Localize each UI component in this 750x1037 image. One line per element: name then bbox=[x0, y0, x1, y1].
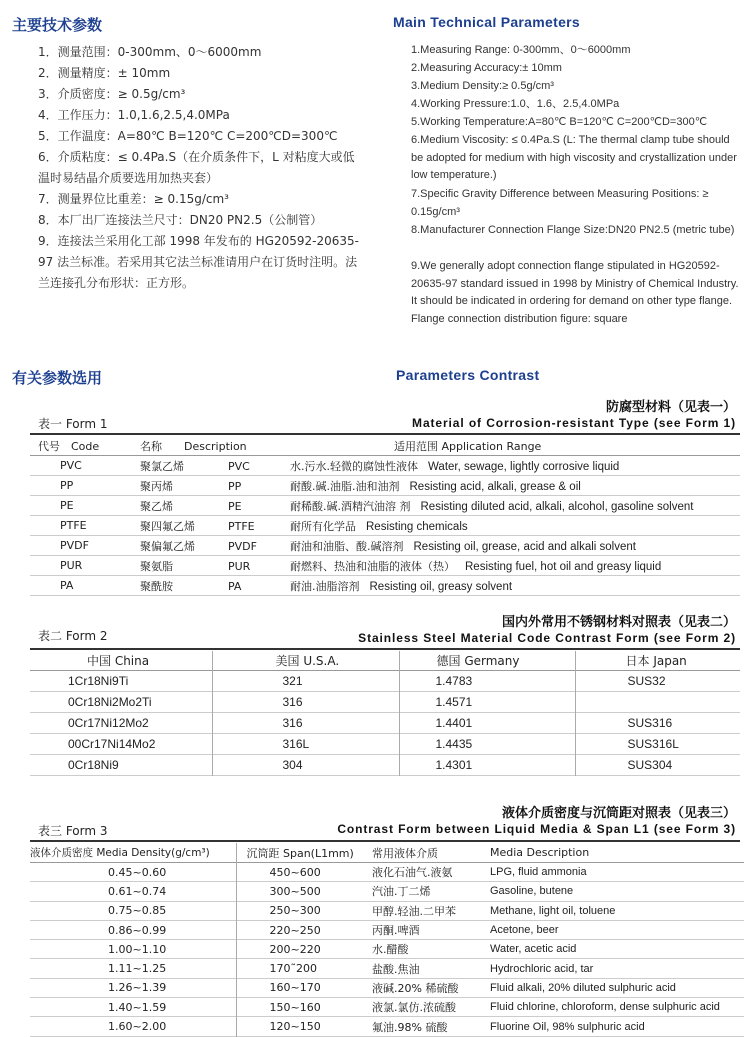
range-en: Resisting diluted acid, alkali, alcohol, gasoline solvent bbox=[420, 500, 694, 513]
cell-media-cn: 液化石油气.液氨 bbox=[372, 866, 453, 880]
range-en: Resisting acid, alkali, grease & oil bbox=[409, 480, 581, 493]
cell-density: 0.75~0.85 bbox=[108, 904, 167, 918]
range-en: Resisting chemicals bbox=[366, 520, 468, 533]
cell-media-cn: 丙酮.啤酒 bbox=[372, 924, 420, 938]
spec-en-item: 7.Specific Gravity Difference between Measuring Positions: ≥ 0.15g/cm³ bbox=[411, 188, 709, 218]
cell-span: 250~300 bbox=[236, 901, 366, 920]
cell-usa: 316 bbox=[212, 713, 399, 734]
header-span: 沉筒距 Span(L1mm) bbox=[236, 843, 366, 863]
desc-en: PUR bbox=[228, 559, 251, 573]
cell-germany: 1.4435 bbox=[399, 734, 575, 755]
cell-media-cn: 盐酸.焦油 bbox=[372, 962, 420, 976]
desc-en: PE bbox=[228, 499, 242, 513]
table-row bbox=[30, 959, 744, 978]
cell-span: 300~500 bbox=[236, 882, 366, 901]
form2-table bbox=[30, 651, 740, 776]
cell-media-en: Acetone, beer bbox=[490, 924, 559, 937]
desc-cn: 聚偏氟乙烯 bbox=[140, 539, 195, 553]
table-row bbox=[30, 476, 740, 496]
cell-application-range bbox=[286, 516, 740, 536]
cell-usa: 316 bbox=[212, 692, 399, 713]
table-row bbox=[30, 536, 740, 556]
cell-density: 0.61~0.74 bbox=[108, 884, 167, 898]
range-cn: 耐燃料、热油和油脂的液体（热） bbox=[290, 559, 455, 573]
range-cn: 水.污水.轻微的腐蚀性液体 bbox=[290, 459, 418, 473]
range-cn: 耐油和油脂、酸.碱溶剂 bbox=[290, 539, 404, 553]
spec-en-item: 2.Measuring Accuracy:± 10mm bbox=[411, 62, 562, 74]
header-code: 代号 Code bbox=[38, 439, 100, 453]
table-row bbox=[30, 734, 740, 755]
cell-china: 0Cr18Ni9 bbox=[68, 758, 119, 772]
table-row bbox=[30, 940, 744, 959]
cell-application-range bbox=[286, 476, 740, 496]
header-media-description: Media Description bbox=[490, 846, 590, 859]
cell-china: 1Cr18Ni9Ti bbox=[68, 674, 129, 688]
form3-top-rule bbox=[30, 840, 740, 842]
cell-span: 150~160 bbox=[236, 998, 366, 1017]
desc-en: PTFE bbox=[228, 519, 255, 533]
cell-media-en: Fluid alkali, 20% diluted sulphuric acid bbox=[490, 981, 676, 994]
table-row bbox=[30, 978, 744, 997]
table-row bbox=[30, 882, 744, 901]
spec-en-item: 3.Medium Density:≥ 0.5g/cm³ bbox=[411, 80, 554, 92]
cell-usa: 304 bbox=[212, 755, 399, 776]
cell-span: 120~150 bbox=[236, 1017, 366, 1036]
cell-description bbox=[128, 536, 286, 556]
cell-germany: 1.4571 bbox=[399, 692, 575, 713]
table-row bbox=[30, 671, 740, 692]
cell-density: 0.45~0.60 bbox=[108, 865, 167, 879]
cell-media-en: Gasoline, butene bbox=[490, 885, 574, 898]
cell-density: 1.60~2.00 bbox=[108, 1020, 167, 1034]
cell-code: PP bbox=[60, 479, 74, 492]
spec-en-item: 8.Manufacturer Connection Flange Size:DN20 PN2.5 (metric tube) bbox=[411, 224, 735, 236]
cell-span: 160~170 bbox=[236, 978, 366, 997]
header-description: 名称 Description bbox=[140, 439, 247, 453]
cell-span: 200~220 bbox=[236, 940, 366, 959]
spec-cn-item: 6．介质粘度：≤ 0.4Pa.S（在介质条件下，L 对粘度大或低温时易结晶介质要选用加热夹套） bbox=[38, 150, 355, 185]
form3-table bbox=[30, 843, 744, 1037]
table-row bbox=[30, 516, 740, 536]
cell-usa: 321 bbox=[212, 671, 399, 692]
range-en: Resisting oil, grease, acid and alkali solvent bbox=[413, 540, 636, 553]
cell-code: PVC bbox=[60, 459, 82, 472]
table-row bbox=[30, 901, 744, 920]
form1-title-cn: 防腐型材料（见表一） bbox=[605, 400, 736, 415]
cell-japan: SUS304 bbox=[575, 755, 740, 776]
header-china: 中国 China bbox=[87, 654, 150, 668]
cell-china: 0Cr17Ni12Mo2 bbox=[68, 716, 149, 730]
cell-usa: 316L bbox=[212, 734, 399, 755]
form3-title-cn: 液体介质密度与沉筒距对照表（见表三） bbox=[501, 806, 736, 821]
form2-label: 表二 Form 2 bbox=[38, 629, 108, 643]
range-en: Water, sewage, lightly corrosive liquid bbox=[428, 460, 620, 473]
cell-application-range bbox=[286, 576, 740, 596]
spec-cn-item: 3．介质密度：≥ 0.5g/cm³ bbox=[38, 87, 186, 101]
cell-media-en: LPG, fluid ammonia bbox=[490, 866, 587, 879]
cell-media-cn: 水.醋酸 bbox=[372, 943, 409, 957]
cell-code: PUR bbox=[60, 559, 83, 572]
form1-table bbox=[30, 436, 740, 596]
cell-density: 1.00~1.10 bbox=[108, 942, 167, 956]
cell-application-range bbox=[286, 456, 740, 476]
cell-code: PE bbox=[60, 499, 74, 512]
cell-media-en: Fluid chlorine, chloroform, dense sulphuric acid bbox=[490, 1001, 720, 1014]
cell-density: 1.11~1.25 bbox=[108, 962, 167, 976]
cell-description bbox=[128, 576, 286, 596]
cell-span: 220~250 bbox=[236, 920, 366, 939]
table-header-row bbox=[30, 843, 744, 863]
table-row bbox=[30, 1017, 744, 1036]
spec-cn-item: 1．测量范围：0-300mm、0～6000mm bbox=[38, 45, 262, 59]
desc-cn: 聚四氟乙烯 bbox=[140, 519, 195, 533]
form1-label: 表一 Form 1 bbox=[38, 417, 108, 431]
table-row bbox=[30, 456, 740, 476]
table-row bbox=[30, 692, 740, 713]
cell-description bbox=[128, 476, 286, 496]
cell-media-cn: 汽油.丁二烯 bbox=[372, 885, 431, 899]
params-contrast-title-cn: 有关参数选用 bbox=[12, 369, 103, 387]
form2-title-en: Stainless Steel Material Code Contrast Form (see Form 2) bbox=[358, 631, 736, 645]
form2-top-rule bbox=[30, 648, 740, 650]
cell-japan: SUS316 bbox=[575, 713, 740, 734]
cell-china: 00Cr17Ni14Mo2 bbox=[68, 737, 156, 751]
cell-media-cn: 甲醇.轻油.二甲苯 bbox=[372, 904, 456, 918]
desc-en: PVDF bbox=[228, 539, 257, 553]
table-row bbox=[30, 713, 740, 734]
cell-media-cn: 液碱.20% 稀硫酸 bbox=[372, 981, 459, 995]
cell-germany: 1.4783 bbox=[399, 671, 575, 692]
cell-media-en: Water, acetic acid bbox=[490, 943, 577, 956]
cell-density: 1.40~1.59 bbox=[108, 1000, 167, 1014]
range-cn: 耐油.油脂溶剂 bbox=[290, 579, 360, 593]
spec-cn-item: 8．本厂出厂连接法兰尺寸：DN20 PN2.5（公制管） bbox=[38, 213, 323, 227]
desc-cn: 聚乙烯 bbox=[140, 499, 173, 513]
cell-density: 1.26~1.39 bbox=[108, 981, 167, 995]
table-row bbox=[30, 496, 740, 516]
cell-japan: SUS32 bbox=[575, 671, 740, 692]
cell-media-cn: 氟油.98% 硫酸 bbox=[372, 1020, 448, 1034]
cell-media-en: Methane, light oil, toluene bbox=[490, 904, 616, 917]
cell-germany: 1.4301 bbox=[399, 755, 575, 776]
table-row bbox=[30, 920, 744, 939]
desc-en: PP bbox=[228, 479, 242, 493]
spec-en-item: 9.We generally adopt connection flange stipulated in HG20592-20635-97 standard issued in 1998 by Ministry of Chemical Industry. It should be indicated in ordering for demand on other type flange. Flange connection distribution figure: square bbox=[411, 260, 739, 325]
header-application-range-text: 适用范围 Application Range bbox=[394, 439, 542, 453]
form2-title-cn: 国内外常用不锈钢材料对照表（见表二） bbox=[501, 615, 736, 630]
params-contrast-title-en: Parameters Contrast bbox=[396, 367, 540, 383]
desc-cn: 聚氨脂 bbox=[140, 559, 173, 573]
form3-label: 表三 Form 3 bbox=[38, 824, 108, 838]
spec-cn-item: 5．工作温度：A=80℃ B=120℃ C=200℃D=300℃ bbox=[38, 129, 338, 143]
cell-china: 0Cr18Ni2Mo2Ti bbox=[68, 695, 152, 709]
spec-en-item: 4.Working Pressure:1.0、1.6、2.5,4.0MPa bbox=[411, 98, 620, 110]
desc-en: PVC bbox=[228, 459, 250, 473]
spec-en-item: 6.Medium Viscosity: ≤ 0.4Pa.S (L: The thermal clamp tube should be adopted for medium with high viscosity and crystallization under low temperature.) bbox=[411, 134, 737, 181]
cell-code: PTFE bbox=[60, 519, 87, 532]
header-usa: 美国 U.S.A. bbox=[212, 651, 399, 671]
cell-description bbox=[128, 496, 286, 516]
table-row bbox=[30, 863, 744, 882]
spec-cn-item: 9．连接法兰采用化工部 1998 年发布的 HG20592-20635-97 法兰标准。若采用其它法兰标准请用户在订货时注明。法兰连接孔分布形状：正方形。 bbox=[38, 234, 359, 290]
header-japan: 日本 Japan bbox=[575, 651, 740, 671]
cell-media-cn: 液氯.氯仿.浓硫酸 bbox=[372, 1001, 456, 1015]
cell-description bbox=[128, 556, 286, 576]
header-germany: 德国 Germany bbox=[399, 651, 575, 671]
cell-span: 170˜200 bbox=[236, 959, 366, 978]
table-header-row bbox=[30, 436, 740, 456]
cell-description bbox=[128, 516, 286, 536]
table-row bbox=[30, 755, 740, 776]
cell-code: PA bbox=[60, 579, 74, 592]
cell-density: 0.86~0.99 bbox=[108, 923, 167, 937]
cell-application-range bbox=[286, 496, 740, 516]
cell-japan: SUS316L bbox=[575, 734, 740, 755]
header-common-media: 常用液体介质 bbox=[372, 846, 438, 860]
range-cn: 耐所有化学品 bbox=[290, 519, 356, 533]
form1-top-rule bbox=[30, 433, 740, 435]
table-row bbox=[30, 998, 744, 1017]
table-header-row bbox=[30, 651, 740, 671]
cell-span: 450~600 bbox=[236, 863, 366, 882]
cell-application-range bbox=[286, 536, 740, 556]
desc-cn: 聚丙烯 bbox=[140, 479, 173, 493]
table-row bbox=[30, 556, 740, 576]
desc-en: PA bbox=[228, 579, 242, 593]
spec-cn-item: 4．工作压力：1.0,1.6,2.5,4.0MPa bbox=[38, 108, 230, 122]
cell-application-range bbox=[286, 556, 740, 576]
cell-japan bbox=[575, 692, 740, 713]
range-en: Resisting oil, greasy solvent bbox=[369, 580, 513, 593]
cell-media-en: Fluorine Oil, 98% sulphuric acid bbox=[490, 1020, 645, 1033]
desc-cn: 聚酰胺 bbox=[140, 579, 173, 593]
spec-cn-item: 2．测量精度：± 10mm bbox=[38, 66, 171, 80]
cell-media-en: Hydrochloric acid, tar bbox=[490, 962, 594, 975]
range-cn: 耐稀酸.碱.酒精汽油溶 剂 bbox=[290, 499, 411, 513]
desc-cn: 聚氯乙烯 bbox=[140, 459, 184, 473]
tech-params-title-cn: 主要技术参数 bbox=[12, 16, 103, 34]
tech-params-title-en: Main Technical Parameters bbox=[393, 14, 580, 30]
header-application-range bbox=[286, 436, 740, 456]
range-en: Resisting fuel, hot oil and greasy liquid bbox=[465, 560, 662, 573]
cell-description bbox=[128, 456, 286, 476]
spec-cn-item: 7．测量界位比重差：≥ 0.15g/cm³ bbox=[38, 192, 229, 206]
table-row bbox=[30, 576, 740, 596]
form1-title-en: Material of Corrosion-resistant Type (see Form 1) bbox=[412, 416, 736, 430]
cell-germany: 1.4401 bbox=[399, 713, 575, 734]
spec-en-item: 1.Measuring Range: 0-300mm、0～6000mm bbox=[411, 44, 631, 56]
cell-code: PVDF bbox=[60, 539, 89, 552]
range-cn: 耐酸.碱.油脂.油和油剂 bbox=[290, 479, 400, 493]
form3-title-en: Contrast Form between Liquid Media & Span L1 (see Form 3) bbox=[337, 822, 736, 836]
spec-en-item: 5.Working Temperature:A=80℃ B=120℃ C=200℃D=300℃ bbox=[411, 116, 708, 128]
header-media-density: 液体介质密度 Media Density(g/cm³) bbox=[30, 847, 210, 859]
